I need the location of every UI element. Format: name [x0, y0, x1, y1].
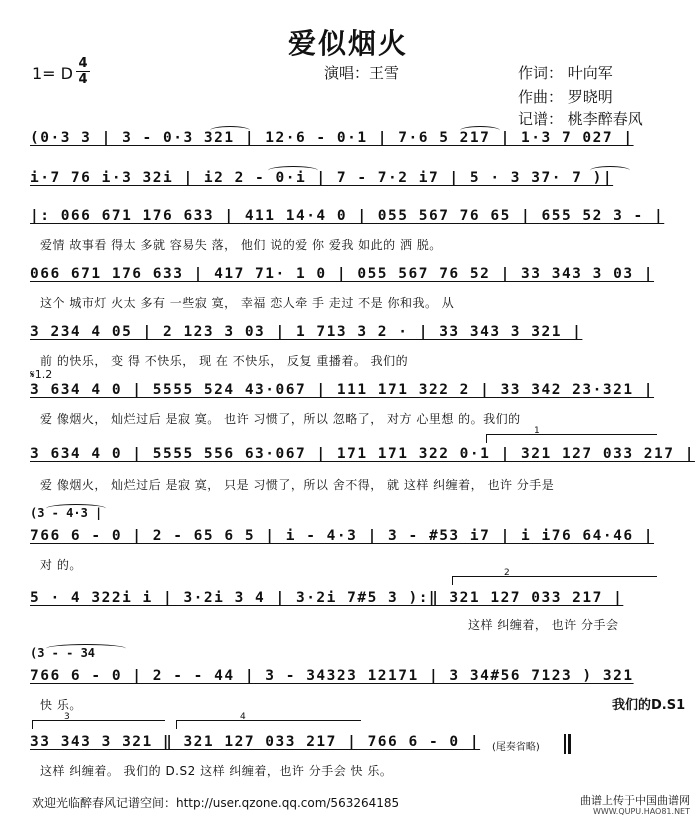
volta-label-1: 1 — [534, 426, 540, 436]
slur-mark — [268, 166, 318, 175]
score-row-5-notes: 3 234 4 05 | 2 123 3 03 | 1 713 3 2 · | 33 343 3 321 | — [30, 324, 583, 340]
score-row-3-lyrics: 爱情 故事看 得太 多就 容易失 落， 他们 说的爱 你 爱我 如此的 洒 脱。 — [40, 238, 442, 252]
score-row-10-lyrics: 快 乐。 — [40, 698, 82, 712]
score-row-4-notes: 066 671 176 633 | 417 71· 1 0 | 055 567 76 52 | 33 343 3 03 | — [30, 266, 655, 282]
watermark-text: 曲谱上传于中国曲谱网 — [580, 794, 690, 807]
score-row-7-lyrics: 爱 像烟火， 灿烂过后 是寂 寞， 只是 习惯了，所以 舍不得， 就 这样 纠缠着， 也许 分手是 — [40, 478, 555, 492]
volta-bracket-3 — [32, 720, 165, 729]
volta-bracket-4 — [176, 720, 361, 729]
score-row-10-upper: (3 - - 34 — [30, 646, 96, 660]
transcriber-credit: 记谱： 桃李醉春风 — [518, 110, 643, 128]
ds1-marker: 我们的D.S1 — [612, 698, 686, 713]
outro-omitted-note: (尾奏省略) — [492, 742, 540, 753]
score-row-1-notes: (0·3 3 | 3 - 0·3 321 | 12·6 - 0·1 | 7·6 5 217 | 1·3 7 027 | — [30, 130, 634, 146]
site-watermark — [580, 795, 690, 817]
song-title: 爱似烟火 — [287, 27, 408, 60]
volta-label-4: 4 — [240, 712, 246, 722]
time-signature — [76, 57, 90, 86]
watermark-url: WWW.QUPU.HAO81.NET — [592, 807, 690, 816]
composer-credit: 作曲： 罗晓明 — [518, 88, 613, 106]
score-row-10-notes: 766 6 - 0 | 2 - - 44 | 3 - 34323 12171 | 3 34#56 7123 ) 321 — [30, 668, 634, 684]
volta-bracket-2 — [452, 576, 657, 585]
slur-mark — [46, 504, 106, 513]
score-row-4-lyrics: 这个 城市灯 火太 多有 一些寂 寞， 幸福 恋人牵 手 走过 不是 你和我。 从 — [40, 296, 455, 310]
volta-bracket-1 — [486, 434, 657, 443]
score-row-6-notes: 3 634 4 0 | 5555 524 43·067 | 111 171 322 2 | 33 342 23·321 | — [30, 382, 655, 398]
singer-credit: 演唱：王雪 — [324, 64, 400, 82]
score-row-5-lyrics: 前 的快乐， 变 得 不快乐， 现 在 不快乐， 反复 重播着。 我们的 — [40, 354, 409, 368]
score-row-3-notes: |: 066 671 176 633 | 411 14·4 0 | 055 567 76 65 | 655 52 3 - | — [30, 208, 665, 224]
score-row-9-notes: 5 · 4 322i i | 3·2i 3 4 | 3·2i 7#5 3 ):‖ 321 127 033 217 | — [30, 590, 624, 606]
final-barline-thin — [564, 734, 566, 754]
slur-mark — [210, 126, 250, 135]
score-row-7-notes: 3 634 4 0 | 5555 556 63·067 | 171 171 322 0·1 | 321 127 033 217 | — [30, 446, 695, 462]
key-signature: 1= D — [32, 64, 73, 83]
volta-label-2: 2 — [504, 568, 510, 578]
score-row-8-upper: (3 - 4·3 | — [30, 506, 103, 520]
slur-mark — [460, 126, 500, 135]
score-row-9-lyrics: 这样 纠缠着， 也许 分手会 — [468, 618, 619, 632]
volta-label-3: 3 — [64, 712, 70, 722]
score-row-11-notes: 33 343 3 321 ‖ 321 127 033 217 | 766 6 - 0 | — [30, 734, 481, 750]
score-row-11-lyrics: 这样 纠缠着。 我们的 D.S2 这样 纠缠着，也许 分手会 快 乐。 — [40, 764, 393, 778]
score-row-8-lyrics: 对 的。 — [40, 558, 82, 572]
final-barline-thick — [568, 734, 571, 754]
slur-mark — [46, 644, 126, 653]
time-signature-bottom: 4 — [78, 72, 88, 87]
score-row-2-notes: i·7 76 i·3 32i | i2 2 - 0·i | 7 - 7·2 i7 | 5 · 3 37· 7 )| — [30, 170, 614, 186]
time-signature-top: 4 — [78, 56, 88, 71]
score-row-8-notes: 766 6 - 0 | 2 - 65 6 5 | i - 4·3 | 3 - #53 i7 | i i76 64·46 | — [30, 528, 655, 544]
footer-visit-text: 欢迎光临醉春风记谱空间：http://user.qzone.qq.com/563264185 — [32, 796, 400, 810]
segno-mark: 𝄋1.2 — [30, 368, 53, 381]
lyricist-credit: 作词： 叶向军 — [518, 64, 613, 82]
slur-mark — [590, 166, 630, 175]
score-row-6-lyrics: 爱 像烟火， 灿烂过后 是寂 寞。 也许 习惯了，所以 忽略了， 对方 心里想 的。我们的 — [40, 412, 521, 426]
